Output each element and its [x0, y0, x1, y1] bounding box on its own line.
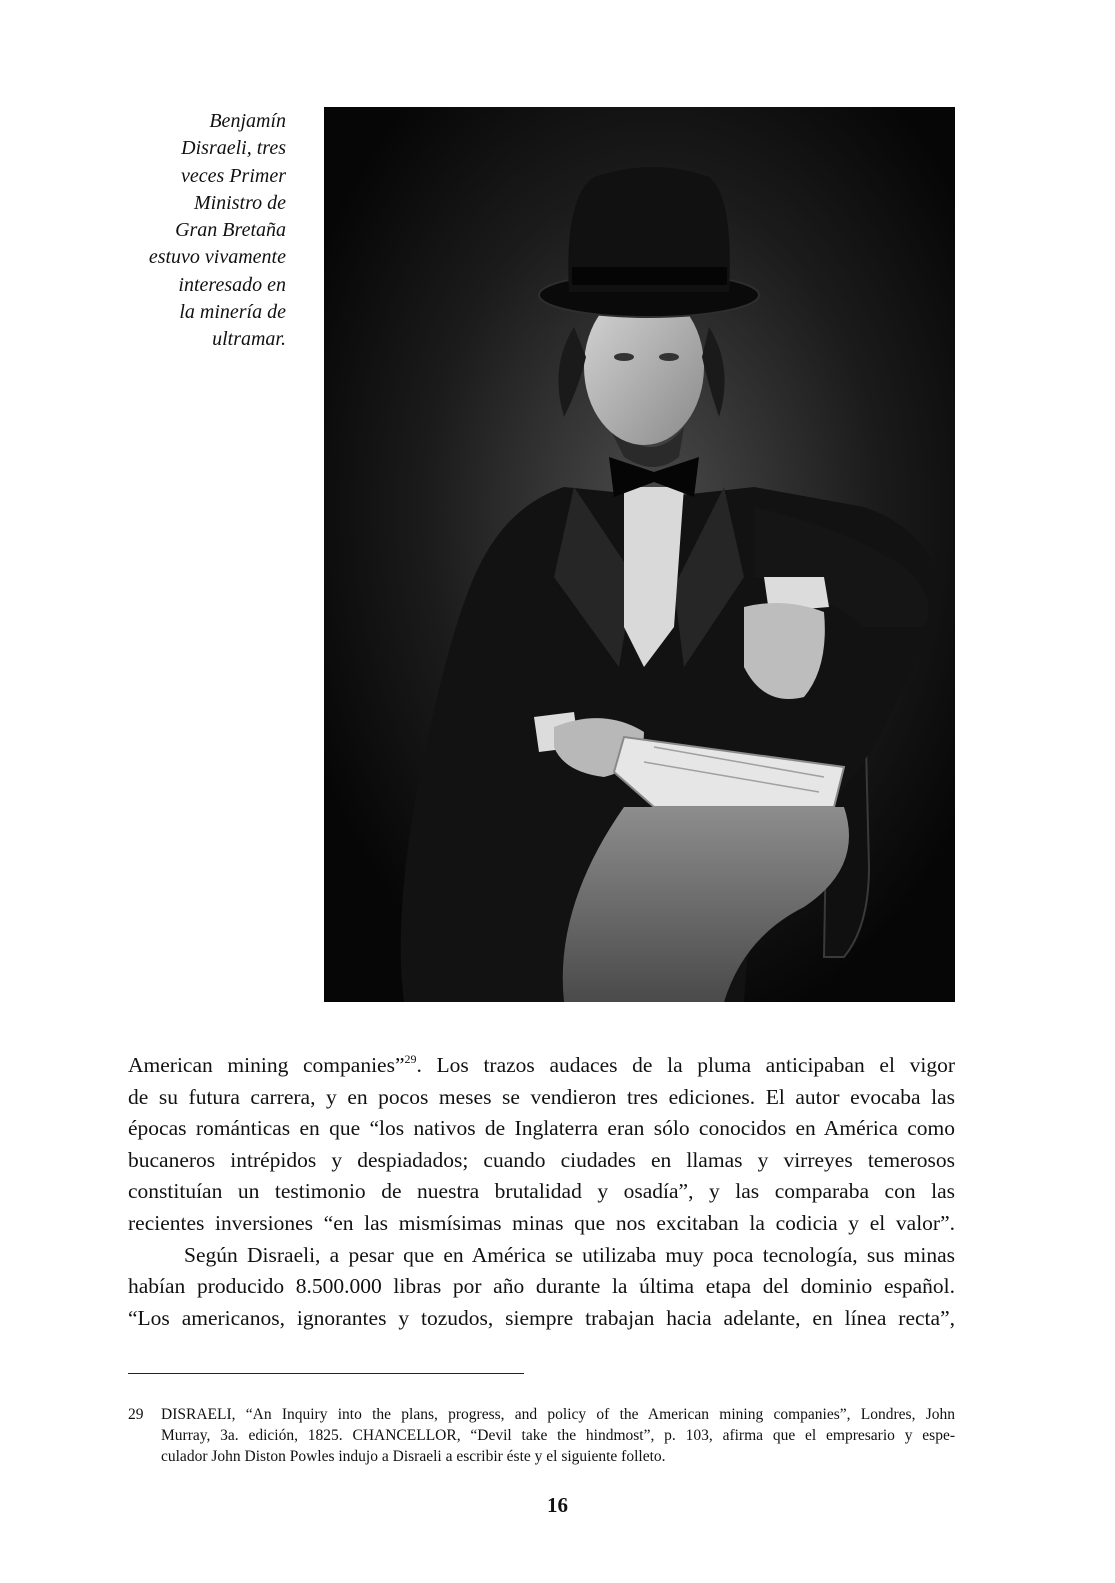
body-line: “Los americanos, ignorantes y tozudos, siempre trabajan hacia adelante, en línea recta”, [128, 1305, 955, 1330]
body-line: de su futura carrera, y en pocos meses se vendieron tres ediciones. El autor evocaba las [128, 1084, 955, 1109]
caption-line: Disraeli, tres [181, 137, 286, 160]
portrait-illustration [324, 107, 955, 1002]
body-line: bucaneros intrépidos y despiadados; cuando ciudades en llamas y virreyes temerosos [128, 1147, 955, 1172]
footnote-line: culador John Diston Powles indujo a Disraeli a escribir éste y el siguiente folleto. [161, 1448, 666, 1465]
caption-line: estuvo vivamente [148, 246, 286, 269]
photo-caption [118, 108, 286, 354]
footnote-29 [128, 1404, 955, 1467]
body-line: épocas románticas en que “los nativos de Inglaterra eran sólo conocidos en América como [128, 1116, 955, 1141]
footnote-number: 29 [128, 1406, 144, 1423]
body-line [128, 1050, 955, 1082]
caption-line: interesado en [178, 273, 286, 296]
body-text [128, 1050, 955, 1334]
caption-line: Benjamín [209, 110, 286, 132]
caption-line: veces Primer [181, 164, 286, 187]
body-line: habían producido 8.500.000 libras por año durante la última etapa del dominio español. [128, 1274, 955, 1299]
caption-line: ultramar. [212, 328, 286, 351]
caption-line: Ministro de [193, 191, 286, 214]
caption-line: la minería de [179, 301, 286, 324]
body-line: recientes inversiones “en las mismísimas minas que nos excitaban la codicia y el valor”. [128, 1210, 955, 1235]
body-line-rest: . Los trazos audaces de la pluma anticipaban el vigor [416, 1053, 955, 1077]
footnote-line: Murray, 3a. edición, 1825. CHANCELLOR, “Devil take the hindmost”, p. 103, afirma que el empresario y espe- [161, 1427, 955, 1444]
footnote-line: DISRAELI, “An Inquiry into the plans, progress, and policy of the American mining companies”, Londres, John [161, 1406, 955, 1423]
footnote-separator [128, 1373, 524, 1374]
caption-line: Gran Bretaña [175, 219, 286, 242]
disraeli-portrait-photo [324, 107, 955, 1002]
body-line: constituían un testimonio de nuestra brutalidad y osadía”, y las comparaba con las [128, 1179, 955, 1204]
body-line-start: American mining companies” [128, 1053, 405, 1077]
body-line: Según Disraeli, a pesar que en América se utilizaba muy poca tecnología, sus minas [184, 1242, 955, 1267]
page-number: 16 [547, 1493, 568, 1517]
footnote-ref-29[interactable]: 29 [404, 1052, 417, 1066]
